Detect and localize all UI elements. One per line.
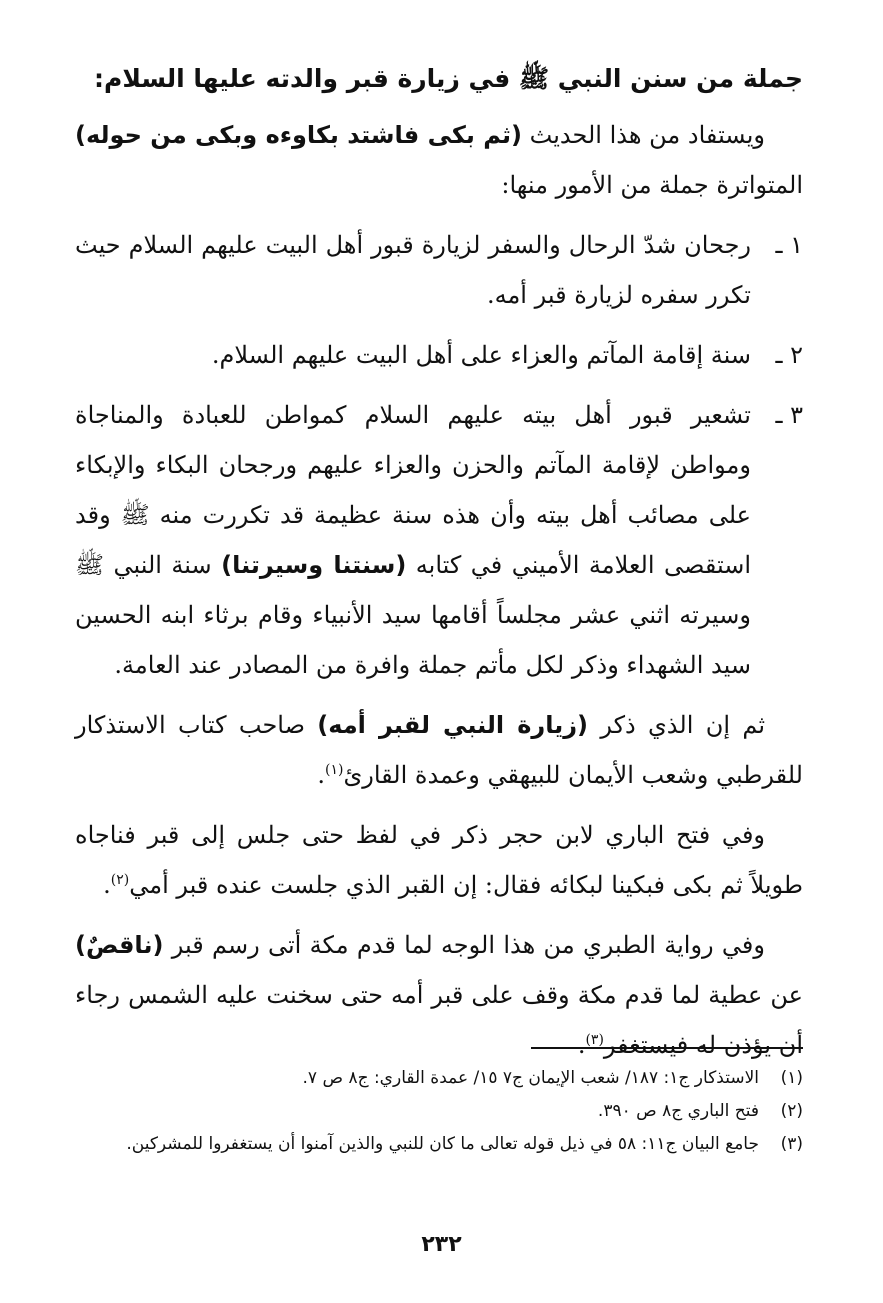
paragraph-text: وفي رواية الطبري من هذا الوجه لما قدم مكة أتى رسم قبر bbox=[163, 931, 765, 959]
intro-text: ويستفاد من هذا الحديث bbox=[522, 121, 765, 149]
footnotes-list bbox=[75, 1062, 803, 1161]
page-body bbox=[75, 52, 803, 1080]
footnote-number: (٢) bbox=[780, 1101, 803, 1121]
intro-text-after: المتواترة جملة من الأمور منها: bbox=[501, 171, 803, 199]
footnote-text: فتح الباري ج٨ ص ٣٩٠. bbox=[597, 1101, 759, 1121]
paragraph-end: . bbox=[317, 761, 325, 789]
paragraph-text: وفي فتح الباري لابن حجر ذكر في لفظ حتى جلس إلى قبر فناجاه طويلاً ثم بكى فبكينا لبكائه فقال: إن القبر الذي جلست عنده قبر أمي bbox=[75, 821, 803, 899]
paragraph-2 bbox=[75, 700, 803, 800]
list-item-text: سنة إقامة المآتم والعزاء على أهل البيت عليهم السلام. bbox=[211, 341, 751, 369]
list-item-text: رجحان شدّ الرحال والسفر لزيارة قبور أهل البيت عليهم السلام حيث تكرر سفره لزيارة قبر أمه. bbox=[75, 231, 751, 309]
intro-bold-quote: (ثم بكى فاشتد بكاوءه وبكى من حوله) bbox=[75, 121, 523, 149]
list-item-number: ٣ ـ bbox=[775, 401, 803, 429]
paragraph-text-after: عن عطية لما قدم مكة وقف على قبر أمه حتى سخنت عليه الشمس رجاء أن يؤذن له فيستغفر bbox=[75, 981, 803, 1059]
footnote-ref[interactable]: (١) bbox=[324, 762, 344, 778]
page-number: ٢٣٢ bbox=[421, 1232, 462, 1257]
list-item bbox=[75, 390, 803, 690]
footnote bbox=[75, 1128, 803, 1161]
list-item bbox=[75, 220, 803, 320]
footnote bbox=[75, 1062, 803, 1095]
paragraph-text: ثم إن الذي ذكر bbox=[588, 711, 765, 739]
paragraph-bold: (ناقصٌ) bbox=[75, 931, 164, 959]
footnote bbox=[75, 1095, 803, 1128]
list-item-number: ٢ ـ bbox=[775, 341, 803, 369]
footnote-number: (٣) bbox=[780, 1134, 803, 1154]
footnote-ref[interactable]: (٣) bbox=[585, 1032, 604, 1048]
footnote-divider bbox=[531, 1047, 803, 1049]
paragraph-text-after: صاحب كتاب الاستذكار للقرطبي وشعب الأيمان للبيهقي وعمدة القارئ bbox=[75, 711, 803, 789]
footnote-text: جامع البيان ج١١: ٥٨ في ذيل قوله تعالى ما كان للنبي والذين آمنوا أن يستغفروا للمشركين. bbox=[126, 1134, 759, 1154]
footnote-ref[interactable]: (٢) bbox=[110, 872, 130, 888]
list-item-text bbox=[75, 390, 751, 690]
list-item bbox=[75, 330, 803, 380]
list-item-number: ١ ـ bbox=[775, 231, 803, 259]
footnote-text: الاستذكار ج١: ١٨٧/ شعب الإيمان ج٧ ١٥/ عمدة القاري: ج٨ ص ٧. bbox=[302, 1068, 759, 1088]
footnote-number: (١) bbox=[780, 1068, 803, 1088]
intro-paragraph bbox=[75, 110, 803, 210]
points-list bbox=[75, 220, 803, 690]
section-heading: جملة من سنن النبي ﷺ في زيارة قبر والدته عليها السلام: bbox=[94, 64, 803, 93]
list-item-text-after: سنة النبي ﷺ وسيرته اثني عشر مجلساً أقامها سيد الأنبياء وقام برثاء ابنه الحسين سيد الشهداء وذكر لكل مأتم جملة وافرة من المصادر عند العامة. bbox=[75, 551, 751, 679]
paragraph-3 bbox=[75, 810, 803, 910]
list-item-text-before: تشعير قبور أهل بيته عليهم السلام كمواطن للعبادة والمناجاة ومواطن لإقامة المآتم والحزن والعزاء عليهم ورجحان البكاء والإبكاء على مصائب أهل بيته وأن هذه سنة عظيمة قد تكررت منه ﷺ وقد استقصى العلامة الأميني في كتابه bbox=[75, 401, 751, 579]
book-title: (سنتنا وسيرتنا) bbox=[221, 551, 407, 579]
paragraph-end: . bbox=[103, 871, 111, 899]
paragraph-bold: (زيارة النبي لقبر أمه) bbox=[317, 711, 588, 739]
paragraph-end: . bbox=[577, 1031, 586, 1059]
